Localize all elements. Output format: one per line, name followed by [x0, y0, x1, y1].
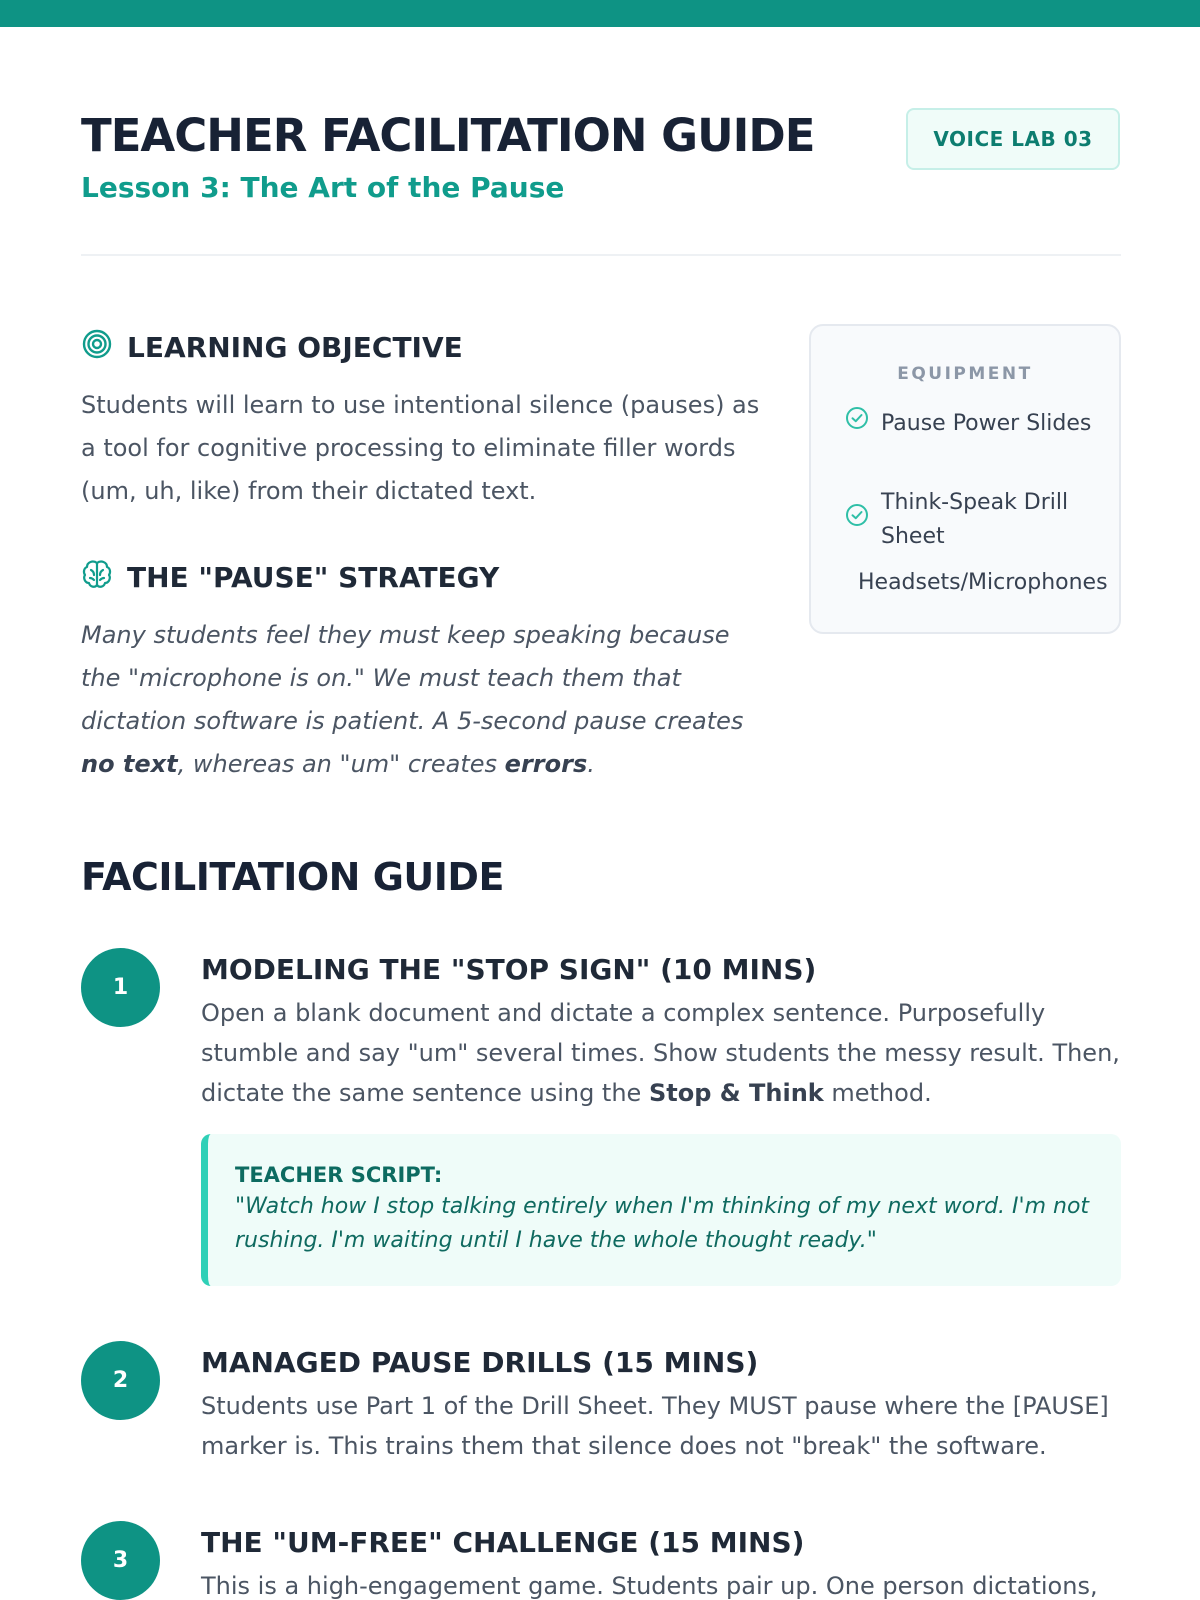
step-text-part: method.: [823, 1079, 932, 1107]
strategy-heading: [81, 558, 499, 597]
equipment-item: [845, 486, 1095, 554]
equipment-card: [809, 324, 1121, 634]
step-text-part: Open a blank document and dictate a complex sentence. Purposefully stumble and say "um" several times. Show students the messy result. Then, dictate the same sentence using the: [201, 999, 1120, 1107]
check-circle-icon: [845, 503, 869, 538]
check-circle-icon: [845, 406, 869, 441]
guide-title: FACILITATION GUIDE: [81, 855, 504, 899]
teacher-script-label: TEACHER SCRIPT:: [235, 1163, 443, 1187]
step-number: 1: [81, 948, 160, 1027]
strategy-emphasis-no-text: no text: [81, 750, 178, 778]
step-text: Students use Part 1 of the Drill Sheet. They MUST pause where the [PAUSE] marker is. This trains them that silence does not "break" the software.: [201, 1392, 1109, 1460]
teacher-script-text: "Watch how I stop talking entirely when I'm thinking of my next word. I'm not rushing. I'm waiting until I have the whole thought ready.": [235, 1194, 1090, 1253]
equipment-item-label: Headsets/Microphones: [858, 570, 1108, 595]
step-number: 2: [81, 1341, 160, 1420]
strategy-emphasis-errors: errors: [504, 750, 588, 778]
step-number: 3: [81, 1521, 160, 1600]
page-title: TEACHER FACILITATION GUIDE: [81, 109, 815, 162]
step-title: THE "UM-FREE" CHALLENGE (15 MINS): [201, 1526, 805, 1559]
target-icon: [81, 328, 113, 367]
objective-heading: [81, 328, 463, 367]
teacher-script-callout: [201, 1134, 1121, 1286]
strategy-text-part: .: [587, 750, 595, 778]
equipment-item-label: Think-Speak Drill Sheet: [881, 490, 1069, 549]
objective-heading-label: LEARNING OBJECTIVE: [127, 331, 463, 364]
equipment-item: [845, 406, 1095, 441]
lesson-badge: VOICE LAB 03: [906, 108, 1120, 170]
top-accent-bar: [0, 0, 1200, 27]
step-text: This is a high-engagement game. Students pair up. One person dictations,: [201, 1572, 1098, 1600]
brain-icon: [81, 558, 113, 597]
step-title: MANAGED PAUSE DRILLS (15 MINS): [201, 1346, 759, 1379]
step-text: [201, 993, 1121, 1113]
step-emphasis: Stop & Think: [648, 1079, 824, 1107]
step-title: MODELING THE "STOP SIGN" (10 MINS): [201, 953, 817, 986]
strategy-text-part: Many students feel they must keep speaking because the "microphone is on." We must teach them that dictation software is patient. A 5-second pause creates: [81, 621, 744, 735]
strategy-text: [81, 614, 771, 786]
header-divider: [81, 254, 1121, 256]
equipment-item-label: Pause Power Slides: [881, 410, 1092, 436]
strategy-text-part: , whereas an "um" creates: [177, 750, 505, 778]
equipment-item: [858, 566, 1108, 600]
objective-text: Students will learn to use intentional silence (pauses) as a tool for cognitive processing to eliminate filler words (um, uh, like) from their dictated text.: [81, 391, 760, 505]
equipment-title: EQUIPMENT: [897, 364, 1033, 384]
strategy-heading-label: THE "PAUSE" STRATEGY: [127, 561, 500, 594]
lesson-subtitle: Lesson 3: The Art of the Pause: [81, 171, 565, 204]
